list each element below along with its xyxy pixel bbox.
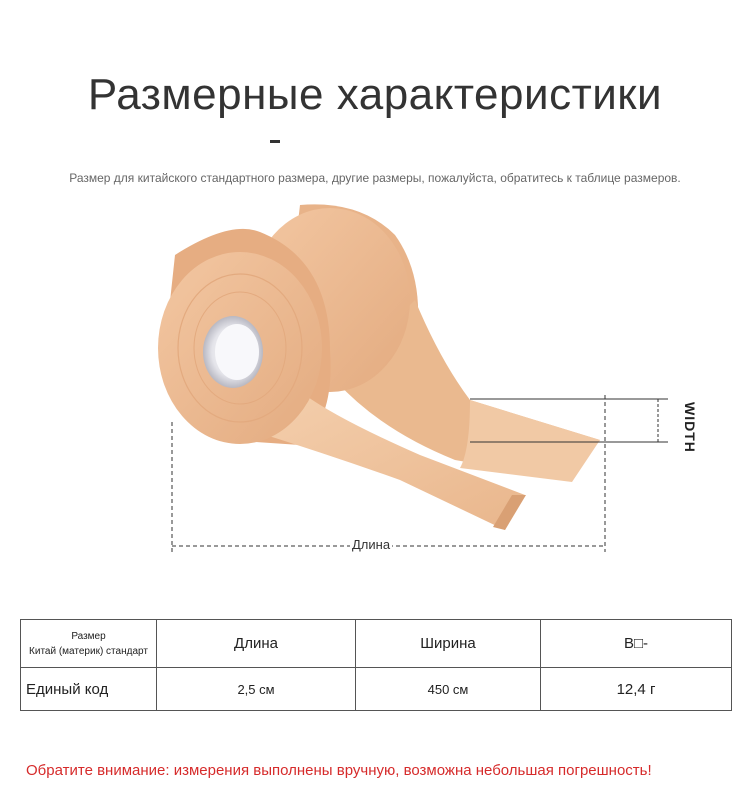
row-value-weight: 12,4 г (541, 668, 732, 711)
row-name: Единый код (21, 668, 157, 711)
row-value-length: 2,5 см (157, 668, 356, 711)
standard-label: Китай (материк) стандарт (29, 645, 148, 657)
column-header-width: Ширина (356, 620, 541, 668)
length-label: Длина (352, 537, 391, 552)
measurement-notice: Обратите внимание: измерения выполнены вручную, возможна небольшая погрешность! (26, 762, 652, 779)
page-subtitle: Размер для китайского стандартного размера, другие размеры, пожалуйста, обратитесь к таблице размеров. (69, 171, 681, 185)
table-header-row (21, 620, 732, 668)
table-row (21, 668, 732, 711)
column-header-weight: B□- (541, 620, 732, 668)
size-table (20, 619, 732, 711)
page-title: Размерные характеристики (87, 70, 663, 119)
column-header-length: Длина (157, 620, 356, 668)
size-label: Размер (71, 630, 106, 642)
size-standard-cell (21, 620, 157, 668)
row-value-width: 450 см (356, 668, 541, 711)
width-label: WIDTH (682, 402, 698, 453)
